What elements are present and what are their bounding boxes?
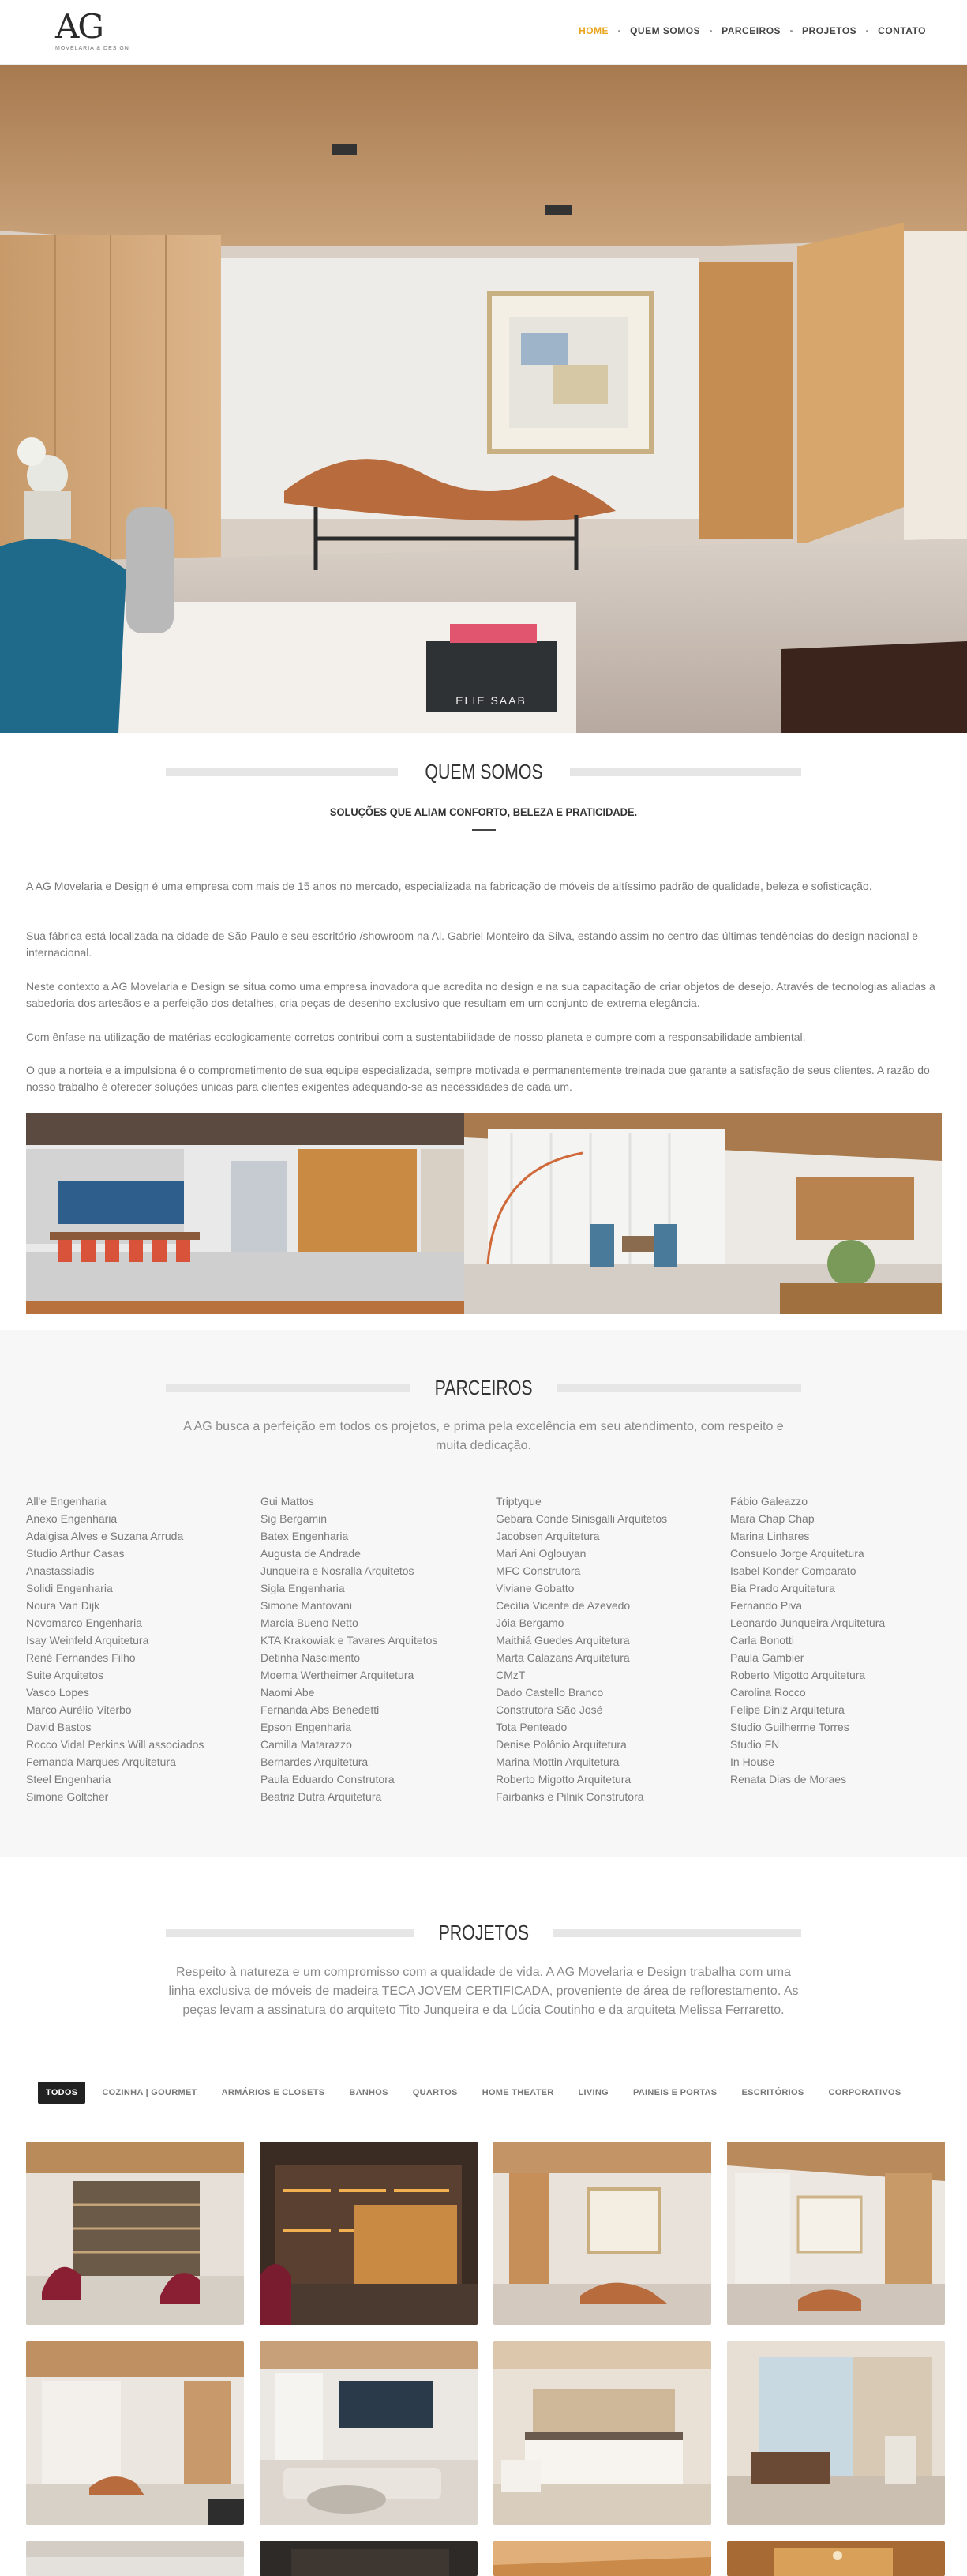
partner-name: Gui Mattos [260, 1495, 314, 1508]
project-image [26, 2142, 244, 2325]
project-image [493, 2541, 711, 2576]
title-rule [166, 768, 398, 776]
partner-name: Camilla Matarazzo [260, 1738, 352, 1751]
partner-name: Denise Polônio Arquitetura [496, 1738, 627, 1751]
projetos-intro: Respeito à natureza e um compromisso com a qualidade de vida. A AG Movelaria e Design trabalha com uma linha exclusiva de móveis de madeira TECA JOVEM CERTIFICADA, proveniente de área de reflorestamento. As peças levam a assinatura do arquiteto Tito Junqueira e da Lúcia Coutinho e da arquiteta Melissa Ferraretto. [168, 1966, 799, 2017]
hero-image [0, 65, 967, 733]
partner-name: Studio FN [730, 1738, 780, 1751]
subtitle-dash [472, 829, 496, 831]
filter-armarios[interactable]: ARMÁRIOS E CLOSETS [221, 2088, 325, 2097]
project-image [493, 2142, 711, 2325]
about-paragraph-2: Sua fábrica está localizada na cidade de São Paulo e seu escritório /showroom na Al. Gabriel Monteiro da Silva, estando assim no centro das últimas tendências do design nacional e internacional. [26, 929, 918, 959]
filter-banhos[interactable]: BANHOS [349, 2088, 388, 2097]
partner-name: Solidi Engenharia [26, 1582, 113, 1594]
project-image [493, 2341, 711, 2525]
filter-paineis[interactable]: PAINEIS E PORTAS [632, 2088, 718, 2097]
partner-name: Steel Engenharia [26, 1773, 111, 1786]
partner-name: Renata Dias de Moraes [730, 1773, 847, 1786]
partner-name: Gebara Conde Sinisgalli Arquitetos [496, 1512, 668, 1525]
filter-cozinha[interactable]: COZINHA | GOURMET [102, 2088, 197, 2097]
partner-name: Triptyque [496, 1495, 542, 1508]
project-thumbnail[interactable] [260, 2142, 478, 2325]
logo-mark: AG [55, 7, 103, 46]
about-paragraph-5: O que a norteia e a impulsiona é o comprometimento de sua equipe especializada, sempre motivada e permanentemente treinada que garante a satisfação de seus clientes. A razão do nosso trabalho é oferecer soluções únicas para clientes exigentes adequando-se as necessidades de cada um. [26, 1064, 930, 1093]
partner-name: Fernando Piva [730, 1599, 803, 1612]
partner-name: Naomi Abe [260, 1686, 315, 1699]
project-thumbnail[interactable] [727, 2142, 945, 2325]
partner-name: Isay Weinfeld Arquitetura [26, 1634, 149, 1647]
partner-name: Jóia Bergamo [496, 1617, 564, 1629]
title-rule [553, 1929, 801, 1937]
partners-column-4 [730, 1493, 959, 1788]
project-image [260, 2142, 478, 2325]
partner-name: Marcia Bueno Netto [260, 1617, 358, 1629]
project-filters [38, 2082, 918, 2104]
partners-column-1 [26, 1493, 255, 1805]
logo[interactable] [55, 7, 129, 55]
partner-name: René Fernandes Filho [26, 1651, 136, 1664]
project-thumbnail[interactable] [26, 2341, 244, 2525]
nav-home[interactable]: HOME [579, 25, 609, 36]
quem-somos-subtitle: SOLUÇÕES QUE ALIAM CONFORTO, BELEZA E PRATICIDADE. [329, 805, 638, 818]
partner-name: Roberto Migotto Arquitetura [496, 1773, 632, 1786]
filter-quartos[interactable]: QUARTOS [412, 2088, 458, 2097]
living-room-illustration [464, 1113, 942, 1314]
parceiros-intro: A AG busca a perfeição em todos os projetos, e prima pela excelência em seu atendimento, com respeito e muita dedicação. [183, 1420, 784, 1452]
logo-subtitle: MOVELARIA & DESIGN [55, 46, 129, 51]
partner-name: Paula Gambier [730, 1651, 804, 1664]
partners-column-2 [260, 1493, 489, 1805]
partner-name: Marco Aurélio Viterbo [26, 1703, 132, 1716]
hero-book-title: ELIE SAAB [455, 694, 527, 707]
partner-name: Simone Goltcher [26, 1790, 109, 1803]
partner-name: Fernanda Abs Benedetti [260, 1703, 380, 1716]
filter-todos[interactable]: TODOS [38, 2082, 85, 2104]
partner-name: Beatriz Dutra Arquitetura [260, 1790, 382, 1803]
project-thumbnail[interactable] [260, 2541, 478, 2576]
partner-name: Bernardes Arquitetura [260, 1756, 369, 1768]
partner-name: Simone Mantovani [260, 1599, 352, 1612]
project-image [260, 2541, 478, 2576]
project-image [727, 2341, 945, 2525]
project-image [26, 2541, 244, 2576]
partner-name: Sigla Engenharia [260, 1582, 345, 1594]
project-thumbnail[interactable] [493, 2341, 711, 2525]
partner-name: Marina Linhares [730, 1530, 810, 1542]
nav-separator [618, 30, 620, 32]
about-photo-dining [26, 1113, 464, 1314]
nav-separator [710, 30, 712, 32]
partner-name: Marta Calazans Arquitetura [496, 1651, 630, 1664]
filter-living[interactable]: LIVING [578, 2088, 609, 2097]
partner-name: Novomarco Engenharia [26, 1617, 143, 1629]
partner-name: Junqueira e Nosralla Arquitetos [260, 1564, 414, 1577]
project-thumbnail[interactable] [26, 2541, 244, 2576]
partner-name: Maithiá Guedes Arquitetura [496, 1634, 630, 1647]
partner-name: Anexo Engenharia [26, 1512, 118, 1525]
projetos-heading [166, 1921, 801, 1945]
main-nav [579, 25, 926, 36]
about-paragraph-4: Com ênfase na utilização de matérias ecologicamente corretos contribui com a sustentabilidade de nosso planeta e cumpre com a responsabilidade ambiental. [26, 1031, 806, 1043]
parceiros-title: PARCEIROS [434, 1376, 533, 1399]
partner-name: Isabel Konder Comparato [730, 1564, 856, 1577]
partner-name: Fairbanks e Pilnik Construtora [496, 1790, 644, 1803]
hero-interior-illustration [0, 65, 967, 733]
quem-somos-heading [166, 760, 801, 784]
nav-parceiros[interactable]: PARCEIROS [722, 25, 781, 36]
partner-name: Leonardo Junqueira Arquitetura [730, 1617, 886, 1629]
partner-name: Carolina Rocco [730, 1686, 806, 1699]
partner-name: Rocco Vidal Perkins Will associados [26, 1738, 204, 1751]
projetos-title: PROJETOS [438, 1921, 529, 1944]
nav-quem-somos[interactable]: QUEM SOMOS [630, 25, 701, 36]
filter-home-theater[interactable]: HOME THEATER [482, 2088, 554, 2097]
project-thumbnail[interactable] [260, 2341, 478, 2525]
about-paragraph-3: Neste contexto a AG Movelaria e Design se situa como uma empresa inovadora que acredita no design e na sua capacitação de criar objetos de desejo. Através de tecnologias aliadas a sabedoria dos artesãos e a perfeição dos detalhes, cria peças de desenho exclusivo que resultam em um conjunto de extrema elegância. [26, 980, 935, 1009]
partner-name: Vasco Lopes [26, 1686, 89, 1699]
partner-name: Noura Van Dijk [26, 1599, 100, 1612]
quem-somos-title: QUEM SOMOS [424, 760, 543, 783]
partner-name: Felipe Diniz Arquitetura [730, 1703, 845, 1716]
partner-name: Fábio Galeazzo [730, 1495, 808, 1508]
project-thumbnail[interactable] [493, 2142, 711, 2325]
project-image [727, 2142, 945, 2325]
partner-name: Epson Engenharia [260, 1721, 352, 1733]
partner-name: Carla Bonotti [730, 1634, 794, 1647]
partner-name: All'e Engenharia [26, 1495, 107, 1508]
project-image [260, 2341, 478, 2525]
partner-name: Suite Arquitetos [26, 1669, 104, 1681]
partner-name: Batex Engenharia [260, 1530, 349, 1542]
partners-column-3 [496, 1493, 725, 1805]
parceiros-heading [166, 1376, 801, 1400]
partner-name: David Bastos [26, 1721, 92, 1733]
filter-corporativos[interactable]: CORPORATIVOS [828, 2088, 901, 2097]
partner-name: Viviane Gobatto [496, 1582, 575, 1594]
partner-name: Augusta de Andrade [260, 1547, 361, 1560]
partner-name: Cecília Vicente de Azevedo [496, 1599, 631, 1612]
partner-name: Studio Guilherme Torres [730, 1721, 849, 1733]
dining-room-illustration [26, 1113, 464, 1314]
project-thumbnail[interactable] [493, 2541, 711, 2576]
partner-name: Dado Castello Branco [496, 1686, 604, 1699]
project-image [26, 2341, 244, 2525]
partner-name: KTA Krakowiak e Tavares Arquitetos [260, 1634, 438, 1647]
partner-name: Anastassiadis [26, 1564, 95, 1577]
filter-escritorios[interactable]: ESCRITÓRIOS [741, 2088, 804, 2097]
partner-name: Mara Chap Chap [730, 1512, 815, 1525]
title-rule [557, 1384, 801, 1392]
partner-name: Paula Eduardo Construtora [260, 1773, 395, 1786]
project-thumbnail[interactable] [727, 2541, 945, 2576]
nav-separator [866, 30, 868, 32]
partner-name: Fernanda Marques Arquitetura [26, 1756, 176, 1768]
partner-name: Adalgisa Alves e Suzana Arruda [26, 1530, 184, 1542]
partner-name: Consuelo Jorge Arquitetura [730, 1547, 864, 1560]
partner-name: Jacobsen Arquitetura [496, 1530, 600, 1542]
partner-name: Construtora São José [496, 1703, 603, 1716]
partner-name: CMzT [496, 1669, 526, 1681]
nav-projetos[interactable]: PROJETOS [802, 25, 857, 36]
partner-name: Sig Bergamin [260, 1512, 328, 1525]
partner-name: MFC Construtora [496, 1564, 581, 1577]
partner-name: Bia Prado Arquitetura [730, 1582, 836, 1594]
site-header [0, 0, 967, 65]
nav-contato[interactable]: CONTATO [878, 25, 926, 36]
title-rule [570, 768, 802, 776]
partner-name: Moema Wertheimer Arquitetura [260, 1669, 414, 1681]
title-rule [166, 1384, 410, 1392]
project-thumbnail[interactable] [26, 2142, 244, 2325]
partner-name: In House [730, 1756, 775, 1768]
partner-name: Mari Ani Oglouyan [496, 1547, 587, 1560]
project-image [727, 2541, 945, 2576]
nav-separator [790, 30, 793, 32]
partner-name: Tota Penteado [496, 1721, 568, 1733]
partner-name: Marina Mottin Arquitetura [496, 1756, 620, 1768]
partner-name: Detinha Nascimento [260, 1651, 361, 1664]
partner-name: Studio Arthur Casas [26, 1547, 125, 1560]
partner-name: Roberto Migotto Arquitetura [730, 1669, 866, 1681]
project-thumbnail[interactable] [727, 2341, 945, 2525]
about-photo-living [464, 1113, 942, 1314]
about-paragraph-1: A AG Movelaria e Design é uma empresa com mais de 15 anos no mercado, especializada na fabricação de móveis de altíssimo padrão de qualidade, beleza e sofisticação. [26, 880, 872, 892]
title-rule [166, 1929, 414, 1937]
